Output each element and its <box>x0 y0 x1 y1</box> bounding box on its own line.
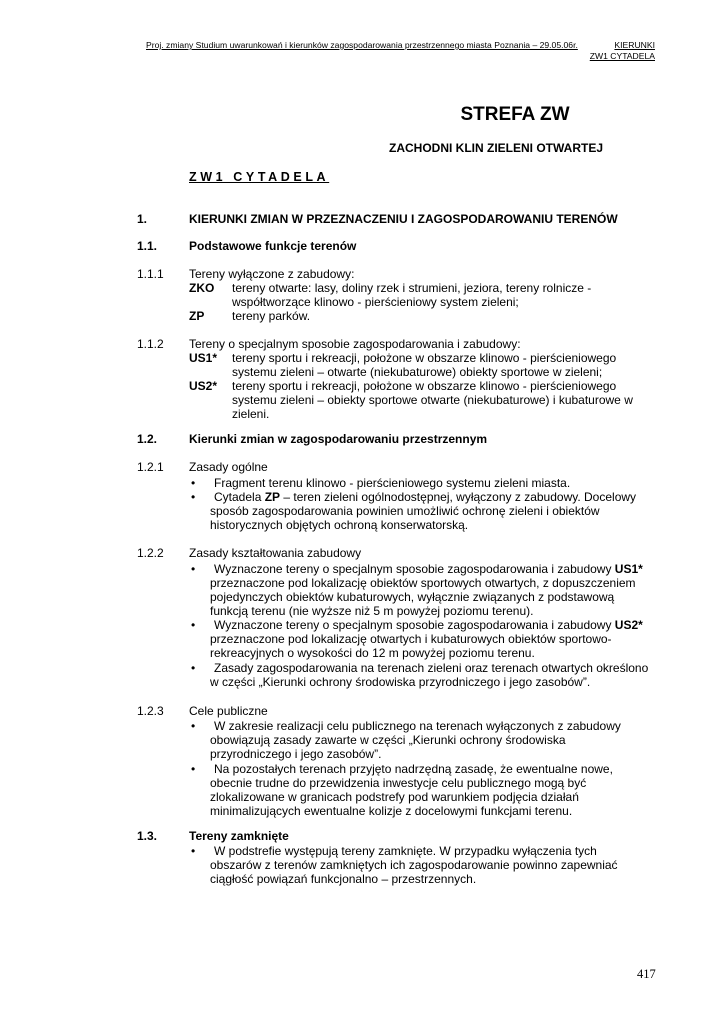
bullet: • <box>191 490 196 504</box>
bullet-text-line: funkcją terenu (nie wyższe niż 5 m powyżej poziomu terenu). <box>210 604 534 618</box>
code-zp: ZP <box>189 309 205 323</box>
bullet-text-line: przeznaczone pod lokalizację obiektów sportowych otwartych, z dopuszczeniem <box>210 576 636 590</box>
bullet-text-line: obecnie trudne do przewidzenia inwestycje celu publicznego mogą być <box>210 776 587 790</box>
header-section-label: KIERUNKI <box>614 40 655 50</box>
section-1-1-2-number: 1.1.2 <box>137 337 164 351</box>
bullet-text-line: W podstrefie występują tereny zamknięte. W przypadku wyłączenia tych <box>214 844 597 858</box>
bullet-text-line: w części „Kierunki ochrony środowiska przyrodniczego i jego zasobów”. <box>210 675 591 689</box>
section-1-title: KIERUNKI ZMIAN W PRZEZNACZENIU I ZAGOSPODAROWANIU TERENÓW <box>189 212 618 226</box>
bullet: • <box>191 719 196 733</box>
zko-text-line: współtworzące klinowo - pierścieniowy system zieleni; <box>232 295 519 309</box>
section-1-2-2-number: 1.2.2 <box>137 546 164 560</box>
bullet-text-line: obszarów z terenów zamkniętych ich zagospodarowanie powinno zapewniać <box>210 858 618 872</box>
bullet: • <box>191 844 196 858</box>
bullet-text-line: Na pozostałych terenach przyjęto nadrzędną zasadę, że ewentualne nowe, <box>214 762 613 776</box>
bullet-text-line: Fragment terenu klinowo - pierścieniowego systemu zieleni miasta. <box>214 476 571 490</box>
bullet-text-line: sposób zagospodarowania powinien umożliwić ochronę zieleni i obiektów <box>210 504 600 518</box>
header-zone-label: ZW1 CYTADELA <box>589 51 655 61</box>
us1-text-line: systemu zieleni – otwarte (niekubaturowe) obiekty sportowe w zieleni; <box>232 365 603 379</box>
section-1-2-3-number: 1.2.3 <box>137 704 164 718</box>
bullet-text-line: Wyznaczone tereny o specjalnym sposobie zagospodarowania i zabudowy US1* <box>214 562 643 576</box>
bullet-text-line: minimalizujących ewentualne kolizje z docelowymi funkcjami terenu. <box>210 804 573 818</box>
section-1-number: 1. <box>137 212 148 226</box>
bullet-text-line: obowiązują zasady zawarte w części „Kierunki ochrony środowiska <box>210 733 566 747</box>
code-zko: ZKO <box>189 281 215 295</box>
bullet: • <box>191 618 196 632</box>
section-1-1-2-lead: Tereny o specjalnym sposobie zagospodarowania i zabudowy: <box>189 337 521 351</box>
section-1-1-1-number: 1.1.1 <box>137 267 164 281</box>
bullet: • <box>191 661 196 675</box>
section-1-2-title: Kierunki zmian w zagospodarowaniu przestrzennym <box>189 432 488 446</box>
page-title: STREFA ZW <box>460 104 570 125</box>
us2-text-line: zieleni. <box>232 407 270 421</box>
bullet-text-line: przeznaczone pod lokalizację otwartych i kubaturowych obiektów sportowo- <box>210 632 612 646</box>
code-us1: US1* <box>189 351 218 365</box>
section-1-1-1-lead: Tereny wyłączone z zabudowy: <box>189 267 355 281</box>
section-1-3-title: Tereny zamknięte <box>189 829 289 843</box>
section-1-1-number: 1.1. <box>137 239 158 253</box>
bullet-text-line: przyrodniczego i jego zasobów”. <box>210 747 382 761</box>
bullet: • <box>191 476 196 490</box>
section-1-2-2-lead: Zasady kształtowania zabudowy <box>189 546 362 560</box>
bullet: • <box>191 762 196 776</box>
page-number: 417 <box>637 967 656 981</box>
us1-text-line: tereny sportu i rekreacji, położone w obszarze klinowo - pierścieniowego <box>232 351 617 365</box>
zko-text-line: tereny otwarte: lasy, doliny rzek i strumieni, jeziora, tereny rolnicze - <box>232 281 592 295</box>
zone-heading: ZW1 CYTADELA <box>189 170 330 184</box>
bullet: • <box>191 562 196 576</box>
us2-text-line: systemu zieleni – obiekty sportowe otwarte (niekubaturowe) i kubaturowe w <box>232 393 633 407</box>
running-header: Proj. zmiany Studium uwarunkowań i kierunków zagospodarowania przestrzennego miasta Poznania – 29.05.06r. <box>146 40 578 50</box>
section-1-2-number: 1.2. <box>137 432 158 446</box>
section-1-3-number: 1.3. <box>137 829 158 843</box>
bullet-text-line: pojedynczych obiektów kubaturowych, wyłącznie związanych z podstawową <box>210 590 615 604</box>
us2-text-line: tereny sportu i rekreacji, położone w obszarze klinowo - pierścieniowego <box>232 379 617 393</box>
section-1-2-1-number: 1.2.1 <box>137 460 164 474</box>
bullet-text-line: rekreacyjnych o wysokości do 12 m powyżej poziomu terenu. <box>210 646 535 660</box>
bullet-text-line: Cytadela ZP – teren zieleni ogólnodostępnej, wyłączony z zabudowy. Docelowy <box>214 490 637 504</box>
bullet-text-line: W zakresie realizacji celu publicznego na terenach wyłączonych z zabudowy <box>214 719 621 733</box>
bullet-text-line: Zasady zagospodarowania na terenach zieleni oraz terenach otwartych określono <box>214 661 649 675</box>
code-us2: US2* <box>189 379 218 393</box>
bullet-text-line: zlokalizowane w granicach podstrefy pod warunkiem podjęcia działań <box>210 790 579 804</box>
bullet-text-line: Wyznaczone tereny o specjalnym sposobie zagospodarowania i zabudowy US2* <box>214 618 643 632</box>
section-1-2-1-lead: Zasady ogólne <box>189 460 268 474</box>
page-subtitle: ZACHODNI KLIN ZIELENI OTWARTEJ <box>389 141 603 155</box>
section-1-2-3-lead: Cele publiczne <box>189 704 268 718</box>
bullet-text-line: historycznych objętych ochroną konserwatorską. <box>210 518 469 532</box>
section-1-1-title: Podstawowe funkcje terenów <box>189 239 357 253</box>
bullet-text-line: ciągłość powiązań funkcjonalno – przestrzennych. <box>210 872 477 886</box>
zp-text-line: tereny parków. <box>232 309 311 323</box>
